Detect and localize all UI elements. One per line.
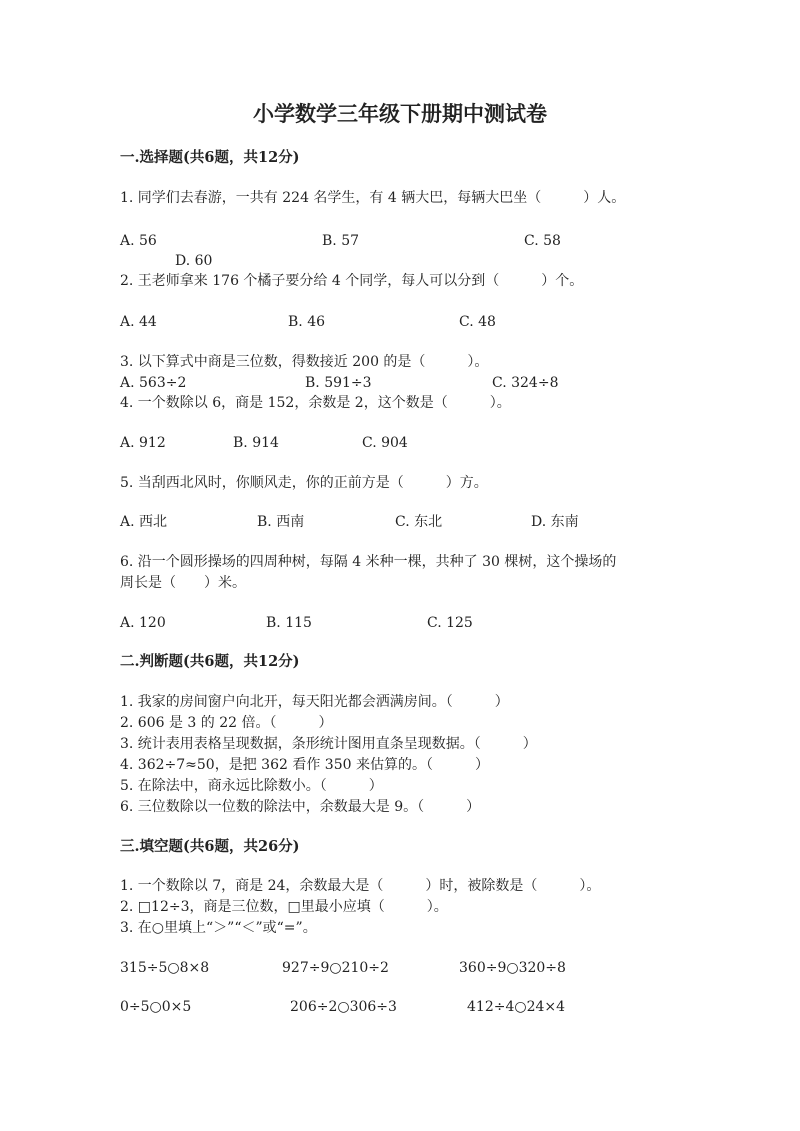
judgement-item: 1. 我家的房间窗户向北开，每天阳光都会洒满房间。（ ） <box>120 694 509 710</box>
compare-expression: 927÷9○210÷2 <box>282 960 389 976</box>
option-a: A. 西北 <box>120 514 168 530</box>
fill-item: 3. 在○里填上“＞”“＜”或“=”。 <box>120 920 317 936</box>
option-c: C. 324÷8 <box>492 375 559 391</box>
option-c: C. 125 <box>427 615 473 631</box>
question-stem: 2. 王老师拿来 176 个橘子要分给 4 个同学，每人可以分到（ ）个。 <box>120 273 584 289</box>
judgement-item: 2. 606 是 3 的 22 倍。（ ） <box>120 715 333 731</box>
compare-expression: 206÷2○306÷3 <box>290 999 397 1015</box>
option-b: B. 57 <box>322 233 360 249</box>
section-heading-judgement: 二.判断题(共6题，共12分) <box>120 653 300 670</box>
option-a: A. 120 <box>120 615 166 631</box>
option-a: A. 912 <box>120 435 166 451</box>
compare-expression: 0÷5○0×5 <box>120 999 192 1015</box>
judgement-item: 6. 三位数除以一位数的除法中，余数最大是 9。（ ） <box>120 799 481 815</box>
option-c: C. 58 <box>524 233 561 249</box>
option-b: B. 46 <box>288 314 326 330</box>
question-stem: 5. 当刮西北风时，你顺风走，你的正前方是（ ）方。 <box>120 475 488 491</box>
option-d: D. 60 <box>175 253 213 269</box>
fill-item: 1. 一个数除以 7，商是 24，余数最大是（ ）时，被除数是（ ）。 <box>120 878 601 894</box>
option-a: A. 563÷2 <box>120 375 187 391</box>
compare-expression: 315÷5○8×8 <box>120 960 210 976</box>
option-a: A. 44 <box>120 314 157 330</box>
section-heading-fill: 三.填空题(共6题，共26分) <box>120 838 300 855</box>
option-b: B. 115 <box>266 615 312 631</box>
question-stem: 4. 一个数除以 6，商是 152，余数是 2，这个数是（ ）。 <box>120 395 511 411</box>
option-c: C. 东北 <box>395 514 443 530</box>
option-c: C. 48 <box>459 314 496 330</box>
question-stem: 3. 以下算式中商是三位数，得数接近 200 的是（ ）。 <box>120 354 489 370</box>
judgement-item: 5. 在除法中，商永远比除数小。（ ） <box>120 778 383 794</box>
fill-item: 2. □12÷3，商是三位数，□里最小应填（ ）。 <box>120 899 448 915</box>
option-b: B. 914 <box>233 435 279 451</box>
page-title: 小学数学三年级下册期中测试卷 <box>253 101 547 126</box>
option-d: D. 东南 <box>531 514 579 530</box>
compare-expression: 360÷9○320÷8 <box>459 960 566 976</box>
question-stem: 6. 沿一个圆形操场的四周种树，每隔 4 米种一棵，共种了 30 棵树，这个操场的 <box>120 554 617 570</box>
section-heading-choice: 一.选择题(共6题，共12分) <box>120 149 300 166</box>
judgement-item: 3. 统计表用表格呈现数据，条形统计图用直条呈现数据。（ ） <box>120 736 537 752</box>
option-b: B. 西南 <box>257 514 305 530</box>
judgement-item: 4. 362÷7≈50，是把 362 看作 350 来估算的。（ ） <box>120 757 489 773</box>
question-stem-cont: 周长是（ ）米。 <box>120 575 246 591</box>
option-b: B. 591÷3 <box>305 375 372 391</box>
compare-expression: 412÷4○24×4 <box>467 999 566 1015</box>
option-a: A. 56 <box>120 233 157 249</box>
question-stem: 1. 同学们去春游，一共有 224 名学生，有 4 辆大巴，每辆大巴坐（ ）人。 <box>120 190 626 206</box>
option-c: C. 904 <box>362 435 408 451</box>
